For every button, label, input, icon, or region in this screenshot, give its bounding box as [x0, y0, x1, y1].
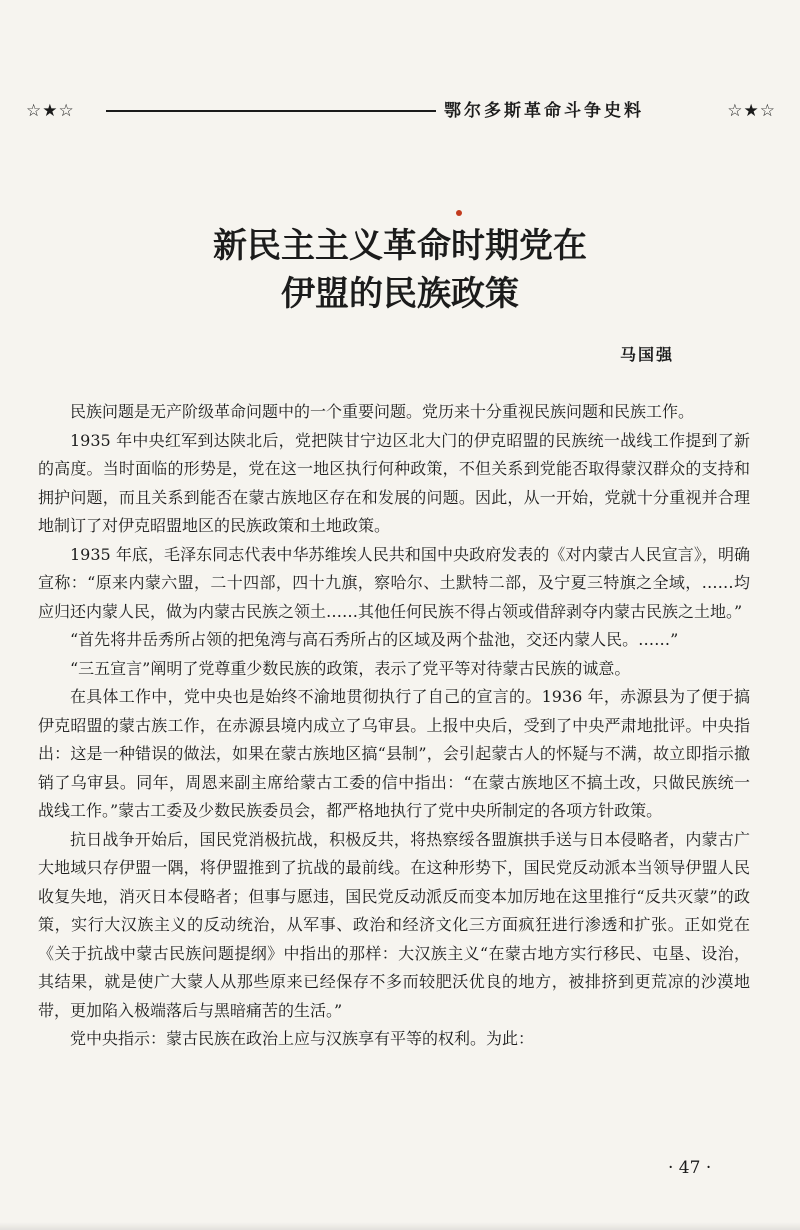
- page-number: · 47 ·: [668, 1158, 712, 1178]
- scan-edge: [0, 1222, 800, 1230]
- body-paragraph: 民族问题是无产阶级革命问题中的一个重要问题。党历来十分重视民族问题和民族工作。: [70, 402, 695, 421]
- body-paragraph: 党中央指示：蒙古民族在政治上应与汉族享有平等的权利。为此：: [70, 1029, 535, 1048]
- body-paragraph: 在具体工作中，党中央也是始终不渝地贯彻执行了自己的宣言的。1936 年，赤源县为了便于搞伊克昭盟的蒙古族工作，在赤源县境内成立了乌审县。上报中央后，受到了中央严肃地批评。中央指出：这是一种错误的做法，如果在蒙古族地区搞“县制”，会引起蒙古人的怀疑与不满，故立即指示撤销了乌审县。同年，周恩来副主席给蒙古工委的信中指出：“在蒙古族地区不搞土改，只做民族统一战线工作。”蒙古工委及少数民族委员会，都严格地执行了党中央所制定的各项方针政策。: [38, 687, 750, 820]
- header-stars-right-icon: ☆★☆: [727, 101, 776, 121]
- body-paragraph: “首先将井岳秀所占领的把兔湾与高石秀所占的区域及两个盐池，交还内蒙人民。……”: [70, 630, 679, 649]
- body-paragraph: 1935 年中央红军到达陕北后，党把陕甘宁边区北大门的伊克昭盟的民族统一战线工作提到了新的高度。当时面临的形势是，党在这一地区执行何种政策，不但关系到党能否取得蒙汉群众的支持和拥护问题，而且关系到能否在蒙古族地区存在和发展的问题。因此，从一开始，党就十分重视并合理地制订了对伊克昭盟地区的民族政策和土地政策。: [38, 430, 750, 535]
- article-body: [38, 398, 750, 1054]
- body-paragraph: “三五宣言”阐明了党尊重少数民族的政策，表示了党平等对待蒙古民族的诚意。: [70, 658, 631, 678]
- article-title-line-2: 伊盟的民族政策: [281, 274, 519, 314]
- body-paragraph: 1935 年底，毛泽东同志代表中华苏维埃人民共和国中央政府发表的《对内蒙古人民宣言》，明确宣称：“原来内蒙六盟，二十四部，四十九旗，察哈尔、土默特二部，及宁夏三特旗之全域，……均应归还内蒙人民，做为内蒙古民族之领土……其他任何民族不得占领或借辞剥夺内蒙古民族之土地。”: [38, 544, 750, 621]
- ink-mark: [456, 210, 462, 216]
- article-title: [0, 222, 800, 318]
- header-stars-left-icon: ☆★☆: [26, 101, 75, 121]
- journal-name: 鄂尔多斯革命斗争史料: [444, 101, 644, 121]
- body-paragraph: 抗日战争开始后，国民党消极抗战，积极反共，将热察绥各盟旗拱手送与日本侵略者，内蒙古广大地域只存伊盟一隅，将伊盟推到了抗战的最前线。在这种形势下，国民党反动派本当领导伊盟人民收复失地，消灭日本侵略者；但事与愿违，国民党反动派反而变本加厉地在这里推行“反共灭蒙”的政策，实行大汉族主义的反动统治，从军事、政治和经济文化三方面疯狂进行渗透和扩张。正如党在《关于抗战中蒙古民族问题提纲》中指出的那样：大汉族主义“在蒙古地方实行移民、屯垦、设治，其结果，就是使广大蒙人从那些原来已经保存不多而较肥沃优良的地方，被排挤到更荒凉的沙漠地带，更加陷入极端落后与黑暗痛苦的生活。”: [38, 829, 750, 1020]
- header-rule: [106, 110, 436, 112]
- article-author: 马国强: [620, 345, 675, 364]
- running-header: [26, 98, 776, 124]
- article-title-line-1: 新民主主义革命时期党在: [213, 226, 587, 266]
